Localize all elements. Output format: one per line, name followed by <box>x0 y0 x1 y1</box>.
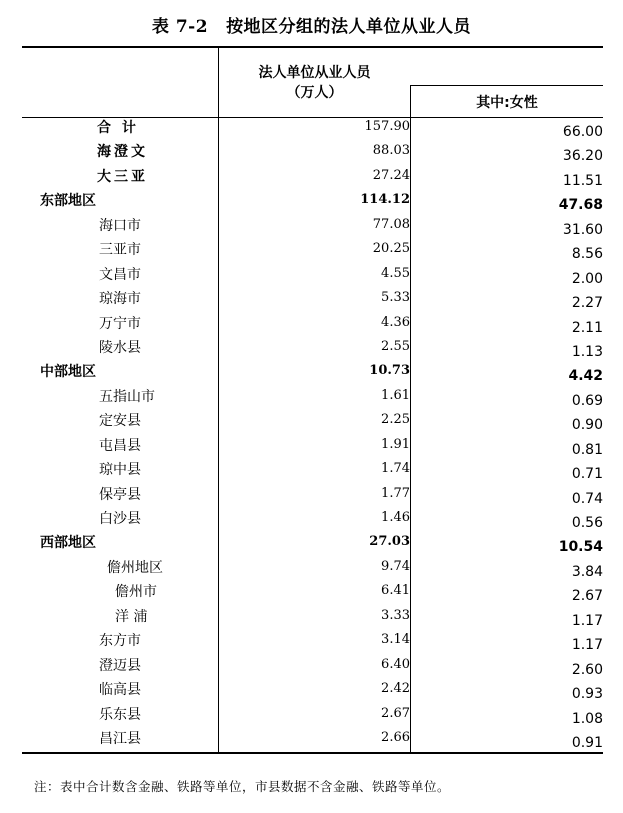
female-value: 2.00 <box>571 270 603 287</box>
row-label: 保亭县 <box>99 486 141 503</box>
row-label: 东方市 <box>99 633 141 650</box>
employees-value: 27.24 <box>372 167 410 183</box>
table-row <box>22 680 603 704</box>
column-header-employees-unit: （万人） <box>286 85 343 101</box>
row-label: 中部地区 <box>40 364 96 381</box>
row-label: 临高县 <box>99 682 141 699</box>
footnote: 注：表中合计数含金融、铁路等单位，市县数据不含金融、铁路等单位。 <box>34 779 451 794</box>
female-value: 1.13 <box>571 343 603 360</box>
table-row <box>22 387 603 411</box>
female-value: 36.20 <box>562 148 603 165</box>
table-title <box>0 12 623 37</box>
female-value: 0.69 <box>571 392 603 409</box>
employees-value: 6.41 <box>381 583 410 599</box>
row-label: 定安县 <box>99 413 141 430</box>
female-value: 1.17 <box>571 612 603 629</box>
row-label: 三亚市 <box>99 242 141 259</box>
row-label: 五指山市 <box>99 388 155 405</box>
female-value: 2.11 <box>571 319 603 336</box>
employees-value: 2.66 <box>381 729 410 745</box>
female-value: 0.93 <box>571 686 603 703</box>
employees-value: 6.40 <box>381 656 410 672</box>
table-row <box>22 582 603 606</box>
employees-value: 1.77 <box>381 485 410 501</box>
employees-value: 2.25 <box>381 412 410 428</box>
row-label: 琼海市 <box>99 291 141 308</box>
row-label: 文昌市 <box>99 266 141 283</box>
row-label: 海澄文 <box>97 144 148 161</box>
female-value: 31.60 <box>562 221 603 238</box>
employees-value: 3.33 <box>381 607 410 623</box>
table-row <box>22 167 603 191</box>
table-row <box>22 460 603 484</box>
table-body <box>22 118 603 753</box>
row-label: 白沙县 <box>99 511 141 527</box>
row-label: 澄迈县 <box>99 657 141 674</box>
employees-value: 9.74 <box>381 558 410 574</box>
column-header-employees <box>219 63 410 103</box>
table-row <box>22 289 603 313</box>
female-value: 1.17 <box>571 637 603 654</box>
female-value: 1.08 <box>571 710 603 727</box>
female-value: 2.27 <box>571 295 603 312</box>
female-value: 66.00 <box>562 124 603 140</box>
table-row <box>22 265 603 289</box>
table-row <box>22 533 603 557</box>
employees-value: 88.03 <box>372 143 410 159</box>
row-label: 陵水县 <box>99 339 141 356</box>
female-value: 47.68 <box>558 197 603 214</box>
subheader-rule <box>410 85 603 86</box>
table-row <box>22 705 603 729</box>
female-value: 0.71 <box>571 466 603 483</box>
female-value: 3.84 <box>571 563 603 580</box>
employees-value: 3.14 <box>381 632 410 648</box>
table-row <box>22 142 603 166</box>
table-row <box>22 558 603 582</box>
employees-value: 157.90 <box>364 119 410 134</box>
employees-value: 2.55 <box>381 338 410 354</box>
employees-value: 5.33 <box>381 290 410 306</box>
female-value: 0.56 <box>571 515 603 531</box>
female-value: 4.42 <box>568 368 603 385</box>
female-value: 2.60 <box>571 661 603 678</box>
table-row <box>22 436 603 460</box>
table-row <box>22 656 603 680</box>
female-value: 0.90 <box>571 417 603 434</box>
column-header-employees-line1: 法人单位从业人员 <box>258 65 371 81</box>
table-row <box>22 240 603 264</box>
employees-value: 77.08 <box>372 216 410 232</box>
table-row <box>22 118 603 142</box>
row-label: 大三亚 <box>97 168 148 185</box>
table-row <box>22 216 603 240</box>
female-value: 2.67 <box>571 588 603 605</box>
female-value: 8.56 <box>571 246 603 263</box>
employees-value: 1.61 <box>381 387 410 403</box>
female-value: 10.54 <box>558 539 603 556</box>
row-label: 合 计 <box>97 120 139 136</box>
row-label: 西部地区 <box>40 535 96 552</box>
female-value: 0.74 <box>571 490 603 507</box>
employees-value: 4.36 <box>381 314 410 330</box>
top-rule <box>22 46 603 48</box>
row-label: 屯昌县 <box>99 437 141 454</box>
employees-value: 2.67 <box>381 705 410 721</box>
employees-value: 1.46 <box>381 510 410 525</box>
row-label: 洋 浦 <box>115 608 148 625</box>
table-row <box>22 509 603 533</box>
row-label: 儋州地区 <box>107 559 163 576</box>
table-title-text: 按地区分组的法人单位从业人员 <box>226 17 472 37</box>
row-label: 万宁市 <box>99 315 141 332</box>
table-row <box>22 607 603 631</box>
female-value: 11.51 <box>562 172 603 189</box>
table-number: 表 7-2 <box>151 17 209 37</box>
row-label: 东部地区 <box>40 193 96 210</box>
employees-value: 1.91 <box>381 436 410 452</box>
employees-value: 4.55 <box>381 265 410 281</box>
table-row <box>22 411 603 435</box>
row-label: 海口市 <box>99 217 141 234</box>
table-row <box>22 485 603 509</box>
table-row <box>22 314 603 338</box>
table-row <box>22 631 603 655</box>
table-row <box>22 729 603 753</box>
column-header-female: 其中:女性 <box>476 95 538 111</box>
employees-value: 20.25 <box>372 241 410 257</box>
female-value: 0.81 <box>571 441 603 458</box>
employees-value: 114.12 <box>360 192 410 208</box>
row-label: 儋州市 <box>115 584 157 601</box>
bottom-rule <box>22 752 603 754</box>
table-row <box>22 338 603 362</box>
table-row <box>22 191 603 215</box>
employees-value: 1.74 <box>381 461 410 477</box>
employees-value: 10.73 <box>369 363 410 379</box>
row-label: 琼中县 <box>99 462 141 479</box>
employees-value: 27.03 <box>369 534 410 550</box>
employees-value: 2.42 <box>381 681 410 697</box>
female-value: 0.91 <box>571 734 603 751</box>
row-label: 乐东县 <box>99 706 141 723</box>
table-row <box>22 362 603 386</box>
row-label: 昌江县 <box>99 730 141 747</box>
